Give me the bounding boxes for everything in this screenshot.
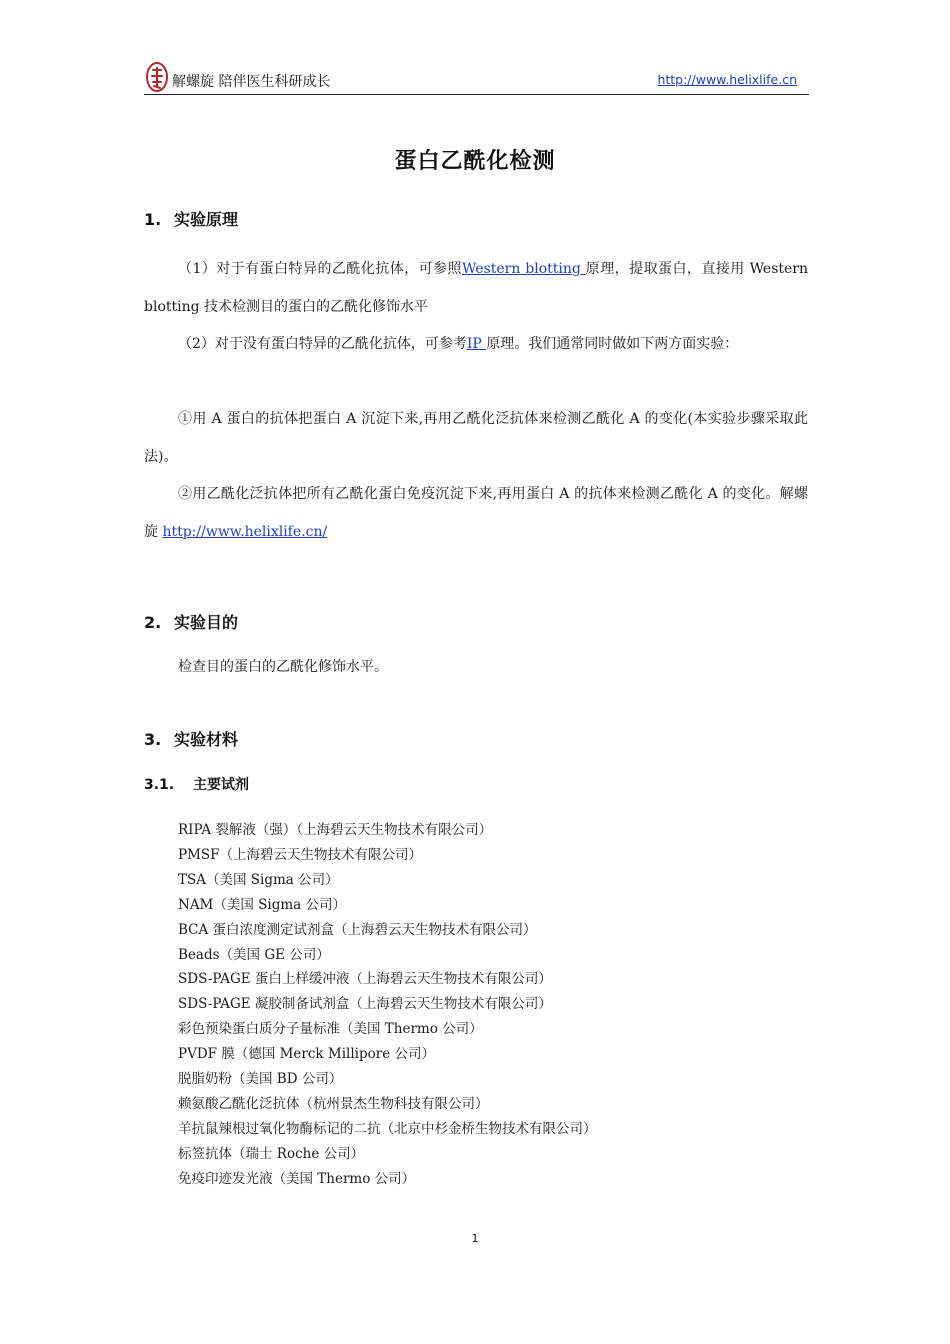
subsection-heading-reagents	[144, 774, 249, 794]
helixlife-logo-icon	[146, 62, 168, 92]
list-item: SDS-PAGE 凝胶制备试剂盒（上海碧云天生物技术有限公司）	[178, 996, 552, 1013]
section-title: 实验目的	[174, 613, 239, 632]
brand-slogan: 解螺旋 陪伴医生科研成长	[172, 74, 331, 90]
western-blotting-link[interactable]: Western blotting	[462, 261, 586, 277]
subsection-number: 3.1.	[144, 777, 175, 793]
section-number: 3.	[144, 730, 162, 749]
list-item: NAM（美国 Sigma 公司）	[178, 896, 347, 913]
list-item: 标签抗体（瑞士 Roche 公司）	[178, 1145, 365, 1162]
list-item: 免疫印迹发光液（美国 Thermo 公司）	[178, 1170, 416, 1187]
list-item: 赖氨酸乙酰化泛抗体（杭州景杰生物科技有限公司）	[178, 1095, 489, 1112]
section-number: 2.	[144, 613, 162, 632]
purpose-text: 检查目的蛋白的乙酰化修饰水平。	[178, 659, 388, 675]
page-number: 1	[471, 1232, 479, 1245]
principle-method-a: ①用 A 蛋白的抗体把蛋白 A 沉淀下来,再用乙酰化泛抗体来检测乙酰化 A 的变化(本实验步骤采取此法)。	[144, 411, 808, 465]
header-website-link[interactable]: http://www.helixlife.cn	[657, 72, 797, 87]
section-title: 实验材料	[174, 730, 239, 749]
principle-paragraph-2: （2）对于没有蛋白特异的乙酰化抗体，可参考IP 原理。我们通常同时做如下两方面实验：	[178, 336, 739, 352]
list-item: 羊抗鼠辣根过氧化物酶标记的二抗（北京中杉金桥生物技术有限公司）	[178, 1120, 597, 1137]
list-item: 脱脂奶粉（美国 BD 公司）	[178, 1071, 343, 1088]
list-item: 彩色预染蛋白质分子量标准（美国 Thermo 公司）	[178, 1021, 483, 1038]
helixlife-link[interactable]: http://www.helixlife.cn/	[162, 523, 328, 540]
reagent-list	[178, 818, 597, 1192]
list-item: RIPA 裂解液（强）（上海碧云天生物技术有限公司）	[178, 822, 493, 838]
section-title: 实验原理	[174, 210, 239, 229]
principle-paragraph-1: （1）对于有蛋白特异的乙酰化抗体，可参照Western blotting 原理，提取蛋白，直接用 Western blotting 技术检测目的蛋白的乙酰化修饰水平	[144, 261, 808, 315]
subsection-title: 主要试剂	[193, 777, 249, 793]
list-item: BCA 蛋白浓度测定试剂盒（上海碧云天生物技术有限公司）	[178, 921, 537, 938]
ip-link[interactable]: IP	[466, 336, 487, 352]
page-header	[144, 60, 809, 95]
principle-method-b: ②用乙酰化泛抗体把所有乙酰化蛋白免疫沉淀下来,再用蛋白 A 的抗体来检测乙酰化 A 的变化。解螺旋 http://www.helixlife.cn/	[144, 486, 808, 540]
list-item: PVDF 膜（德国 Merck Millipore 公司）	[178, 1046, 436, 1063]
section-heading-materials	[144, 727, 238, 750]
list-item: Beads（美国 GE 公司）	[178, 946, 330, 963]
page-title: 蛋白乙酰化检测	[394, 149, 556, 174]
section-heading-principle	[144, 207, 238, 230]
list-item: TSA（美国 Sigma 公司）	[178, 871, 339, 888]
section-number: 1.	[144, 210, 162, 229]
section-heading-purpose	[144, 610, 238, 633]
list-item: SDS-PAGE 蛋白上样缓冲液（上海碧云天生物技术有限公司）	[178, 971, 552, 988]
list-item: PMSF（上海碧云天生物技术有限公司）	[178, 846, 423, 863]
